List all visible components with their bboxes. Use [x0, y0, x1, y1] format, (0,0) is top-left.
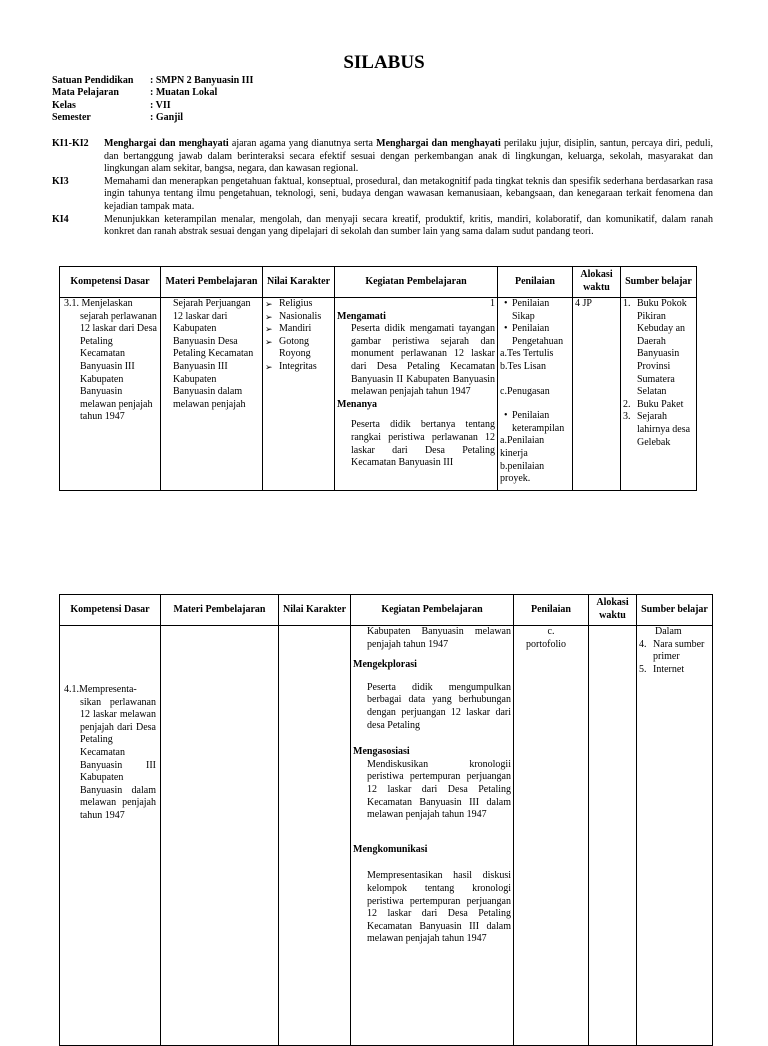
kd-cell — [60, 298, 161, 491]
step-text: Mempresentasikan hasil diskusi kelompok tentang kronologi peristiwa pertempuran perjuangan 12 laskar dari Desa Petaling Kecamatan Banyuasin III dalam melawan penjajah tahun 1947 — [367, 870, 511, 945]
table-row — [60, 626, 713, 1046]
list-text: Sejarah lahirnya desa Gelebak — [637, 411, 691, 448]
step-mengamati: Mengamati — [337, 310, 386, 322]
ki-code: KI4 — [52, 213, 69, 225]
list-item — [623, 399, 694, 412]
kd-text: sejarah perlawanan 12 laskar dari Desa Petaling Kecamatan Banyuasin III Kabupaten Banyuasin melawan penjajah tahun 1947 — [80, 310, 157, 423]
syllabus-table-1 — [59, 266, 697, 491]
list-text: Nara sumber primer — [653, 638, 705, 663]
header-nilai: Nilai Karakter — [263, 267, 335, 298]
list-number: 2. — [623, 398, 631, 410]
ki-text — [104, 138, 713, 176]
kd-number: 4.1.Mempresenta- — [64, 684, 137, 695]
penilaian-item: b.Tes Lisan — [500, 360, 546, 372]
ki-emphasis: Menghargai dan menghayati — [104, 138, 229, 149]
alokasi-cell: 4 JP — [573, 298, 621, 491]
ki-text: Memahami dan menerapkan pengetahuan faktual, konseptual, prosedural, dan metakognitif pada tingkat teknis dan spesifik sederhana berdasarkan rasa ingin tahunya tentang ilmu pengetahuan, teknologi, seni, budaya dengan wawasan kemanusiaan, kebangsaan, dan kenegaraan terkait fenomena dan kejadian tampak mata. — [104, 175, 713, 212]
ki-code: KI3 — [52, 175, 69, 187]
step-text: Mendiskusikan kronologii peristiwa pertempuran perjuangan 12 laskar dari Desa Petaling Kecamatan Banyuasin III dalam melawan penjajah tahun 1947 — [367, 758, 511, 821]
list-text: Internet — [653, 663, 685, 675]
ki-emphasis: Menghargai dan menghayati — [376, 138, 501, 149]
ki-code: KI1-KI2 — [52, 138, 89, 149]
list-item: ➢ Integritas — [265, 361, 332, 374]
header-sumber: Sumber belajar — [637, 595, 713, 626]
step-mengeksplorasi: Mengekplorasi — [353, 659, 417, 671]
list-text: Dalam — [655, 626, 682, 637]
list-item — [623, 411, 694, 449]
info-label: Kelas — [52, 99, 76, 111]
list-item: ➢ Mandiri — [265, 323, 332, 336]
header-materi: Materi Pembelajaran — [161, 595, 279, 626]
header-sumber: Sumber belajar — [621, 267, 697, 298]
ki4-row — [52, 214, 713, 239]
penilaian-item: a.Penilaian kinerja — [500, 435, 545, 459]
header-materi: Materi Pembelajaran — [161, 267, 263, 298]
info-row-kelas — [52, 100, 253, 112]
list-item — [639, 639, 710, 664]
info-value: : SMPN 2 Banyuasin III — [150, 75, 254, 86]
step-mengasosiasi: Mengasosiasi — [353, 746, 410, 758]
document-title: SILABUS — [343, 52, 425, 73]
header-kegiatan: Kegiatan Pembelajaran — [335, 267, 498, 298]
kd-cell — [60, 626, 161, 1046]
info-row-mapel — [52, 87, 253, 99]
header-alokasi: Alokasi waktu — [589, 595, 637, 626]
ki3-row — [52, 176, 713, 214]
penilaian-item: c. — [547, 626, 555, 637]
ki-text-part: perilaku jujur, disiplin, santun, percaya diri, peduli, dan bertanggung jawab dalam berinteraksi secara efektif sesuai dengan perkembangan anak di lingkungan, keluarga, sekolah, masyarakat dan lingkungan alam sekitar, bangsa, negara, dan kawasan regional. — [104, 138, 713, 175]
kd-number: 3.1. Menjelaskan — [64, 298, 133, 309]
list-item — [639, 664, 710, 677]
materi-cell: Sejarah Perjuangan 12 laskar dari Kabupaten Banyuasin Desa Petaling Kecamatan Banyuasin III Kabupaten Banyuasin dalam melawan penjajah — [161, 298, 263, 491]
list-item — [623, 298, 694, 399]
materi-cell — [161, 626, 279, 1046]
step-text: Kabupaten Banyuasin melawan penjajah tahun 1947 — [367, 626, 511, 650]
info-value: : Ganjil — [150, 112, 184, 124]
info-row-semester — [52, 112, 253, 124]
list-number: 5. — [639, 663, 647, 675]
list-number: 4. — [639, 638, 647, 650]
info-label: Semester — [52, 112, 91, 124]
info-label: Mata Pelajaran — [52, 87, 119, 99]
header-kd: Kompetensi Dasar — [60, 595, 161, 626]
nilai-list — [265, 298, 332, 374]
list-item: ➢ Gotong Royong — [265, 336, 332, 361]
step-text: Peserta didik bertanya tentang rangkai peristiwa perlawanan 12 laskar dari Desa Petaling Kecamatan Banyuasin III — [351, 419, 495, 469]
list-item: ➢ Nasionalis — [265, 311, 332, 324]
ki12-row — [52, 138, 713, 176]
penilaian-cell — [498, 298, 573, 491]
info-label: Satuan Pendidikan — [52, 75, 134, 86]
table-row — [60, 298, 697, 491]
step-mengkomunikasi: Mengkomunikasi — [353, 843, 428, 855]
ki-text-part: ajaran agama yang dianutnya serta — [228, 138, 377, 149]
identity-block — [52, 75, 253, 125]
list-text: Buku Paket — [637, 398, 684, 410]
sumber-cell — [621, 298, 697, 491]
kegiatan-cell — [351, 626, 514, 1046]
header-penilaian: Penilaian — [514, 595, 589, 626]
table-header-row — [60, 267, 697, 298]
step-menanya: Menanya — [337, 398, 377, 410]
nilai-cell — [263, 298, 335, 491]
step-text: Peserta didik mengamati tayangan gambar peristiwa sejarah dan monument perlawanan 12 laskar dari Desa Petaling Kecamatan Banyuasin II Kabupaten Banyuasin melawan penjajah tahun 1947 — [351, 323, 495, 398]
info-value: : Muatan Lokal — [150, 87, 218, 99]
alokasi-cell — [589, 626, 637, 1046]
penilaian-item: b.penilaian proyek. — [500, 460, 545, 485]
penilaian-item: • Penilaian Pengetahuan — [500, 323, 570, 348]
syllabus-table-2 — [59, 594, 713, 1046]
header-alokasi: Alokasi waktu — [573, 267, 621, 298]
info-row-satuan — [52, 75, 253, 87]
penilaian-item: c.Penugasan — [500, 385, 550, 397]
table-header-row — [60, 595, 713, 626]
kd-text: sikan perlawanan 12 laskar melawan penjajah dari Desa Petaling Kecamatan Banyuasin III Kabupaten Banyuasin dalam melawan penjajah tahun 1947 — [80, 696, 156, 821]
list-item: ➢ Religius — [265, 298, 332, 311]
kegiatan-number: 1 — [490, 298, 495, 309]
ki-text: Menunjukkan keterampilan menalar, mengolah, dan menyaji secara kreatif, produktif, kritis, mandiri, kolaboratif, dan komunikatif, dalam ranah konkret dan ranah abstrak sesuai dengan yang dipelajari di sekolah dan sumber lain yang sama dalam sudut pandang teori. — [104, 213, 713, 238]
nilai-cell — [279, 626, 351, 1046]
step-text: Peserta didik mengumpulkan berbagai data yang berhubungan dengan perjuangan 12 laskar dari desa Petaling — [367, 681, 511, 731]
header-kd: Kompetensi Dasar — [60, 267, 161, 298]
header-kegiatan: Kegiatan Pembelajaran — [351, 595, 514, 626]
sumber-cell — [637, 626, 713, 1046]
kegiatan-cell — [335, 298, 498, 491]
list-text: Buku Pokok Pikiran Kebuday an Daerah Banyuasin Provinsi Sumatera Selatan — [637, 298, 687, 398]
header-nilai: Nilai Karakter — [279, 595, 351, 626]
list-number: 1. — [623, 298, 631, 309]
penilaian-item: a.Tes Tertulis — [500, 348, 554, 360]
list-number: 3. — [623, 411, 631, 423]
penilaian-cell — [514, 626, 589, 1046]
header-penilaian: Penilaian — [498, 267, 573, 298]
info-value: : VII — [150, 99, 171, 111]
penilaian-item: • Penilaian Sikap — [500, 298, 570, 323]
kompetensi-inti — [52, 138, 713, 239]
penilaian-item: • Penilaian keterampilan — [500, 410, 570, 435]
penilaian-item: portofolio — [526, 638, 566, 650]
